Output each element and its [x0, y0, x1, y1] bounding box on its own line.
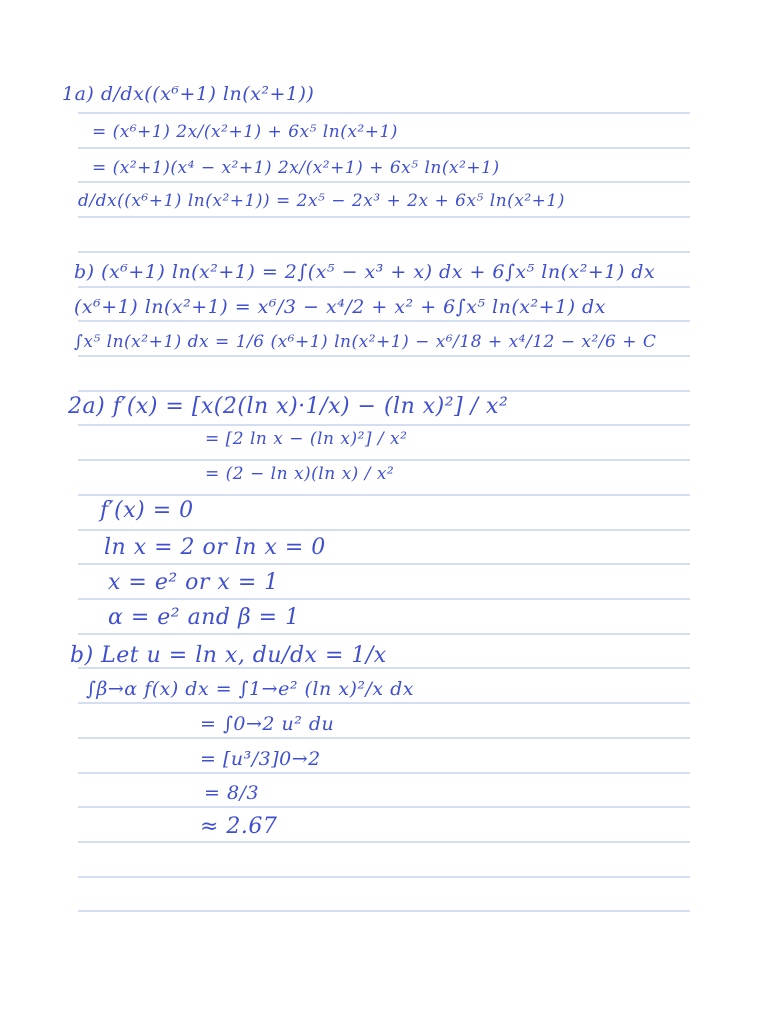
handwritten-line-q2a-step2: = (2 − ln x)(ln x) / x²	[205, 464, 395, 484]
handwritten-line-q2a-heading: 2a) f′(x) = [x(2(ln x)·1/x) − (ln x)²] / x²	[68, 394, 509, 419]
handwritten-line-q1a-step2: = (x²+1)(x⁴ − x²+1) 2x/(x²+1) + 6x⁵ ln(x²+1)	[92, 158, 500, 178]
handwritten-line-q1b-step1: (x⁶+1) ln(x²+1) = x⁶/3 − x⁴/2 + x² + 6∫x⁵ ln(x²+1) dx	[74, 296, 606, 318]
handwritten-line-q2a-solutions: x = e² or x = 1	[108, 570, 279, 595]
handwritten-line-q1b-heading: b) (x⁶+1) ln(x²+1) = 2∫(x⁵ − x³ + x) dx + 6∫x⁵ ln(x²+1) dx	[74, 261, 656, 283]
handwritten-line-q2b-integral: ∫β→α f(x) dx = ∫1→e² (ln x)²/x dx	[86, 678, 415, 700]
handwritten-line-q2a-answer: α = e² and β = 1	[108, 605, 300, 630]
handwritten-line-q2b-value: = 8/3	[204, 782, 260, 804]
handwritten-line-q2b-antiderivative: = [u³/3]0→2	[200, 748, 321, 770]
handwritten-line-q1b-result: ∫x⁵ ln(x²+1) dx = 1/6 (x⁶+1) ln(x²+1) − x⁶/18 + x⁴/12 − x²/6 + C	[74, 332, 657, 352]
handwritten-line-q2a-step1: = [2 ln x − (ln x)²] / x²	[205, 429, 408, 449]
handwritten-line-q1a-heading: 1a) d/dx((x⁶+1) ln(x²+1))	[62, 83, 315, 105]
handwritten-line-q2b-heading: b) Let u = ln x, du/dx = 1/x	[70, 643, 387, 668]
handwritten-line-q2a-condition: f′(x) = 0	[100, 498, 194, 523]
handwritten-line-q1a-result: d/dx((x⁶+1) ln(x²+1)) = 2x⁵ − 2x³ + 2x + 6x⁵ ln(x²+1)	[78, 191, 565, 211]
handwritten-line-q2a-cases: ln x = 2 or ln x = 0	[104, 535, 326, 560]
handwritten-line-q1a-step1: = (x⁶+1) 2x/(x²+1) + 6x⁵ ln(x²+1)	[92, 122, 398, 142]
handwritten-line-q2b-substitution: = ∫0→2 u² du	[200, 713, 335, 735]
handwritten-line-q2b-approx: ≈ 2.67	[200, 814, 278, 839]
